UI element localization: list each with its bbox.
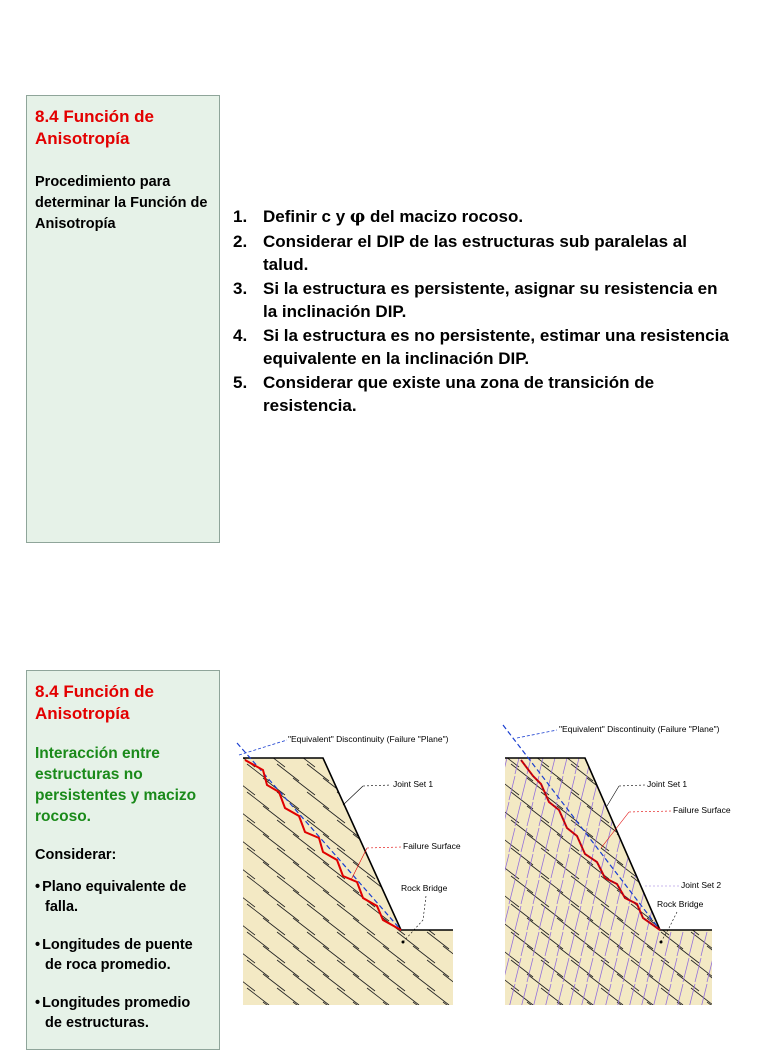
joint-segment: [383, 862, 405, 879]
step-item: [233, 324, 733, 371]
slope-diagram-joint-set-1: [233, 580, 463, 900]
joint-segment: [491, 854, 497, 878]
joint-segment: [635, 750, 641, 774]
joint-segment: [683, 854, 689, 878]
step-item: [233, 371, 733, 418]
joint-set-1-label: Joint Set 1: [647, 779, 688, 789]
sidebar-panel: [26, 95, 220, 543]
joint-segment: [383, 834, 405, 851]
slide-interaction: [0, 580, 768, 1031]
joint-segment: [457, 988, 479, 1005]
step-item: [233, 277, 733, 324]
joint-segment: [647, 834, 669, 851]
joint-segment: [457, 904, 479, 921]
leader-line: [363, 785, 391, 786]
joint-segment: [443, 778, 465, 795]
joint-segment: [367, 792, 389, 809]
slope-diagram-joint-sets-1-2: [497, 580, 742, 909]
joint-segment: [701, 776, 707, 800]
joint-segment: [701, 828, 707, 852]
joint-segment: [707, 890, 729, 907]
joint-segment: [641, 828, 647, 852]
joint-segment: [647, 862, 669, 879]
bullet-item: • Plano equivalente de falla.: [35, 877, 211, 917]
joint-segment: [695, 750, 701, 774]
joint-segment: [383, 750, 405, 767]
joint-segment: [631, 820, 653, 837]
step-text: Definir c y φ del macizo rocoso.: [263, 207, 524, 227]
leader-line: [607, 786, 619, 806]
joint-segment: [397, 904, 419, 921]
joint-segment: [491, 958, 497, 982]
joint-segment: [397, 820, 419, 837]
rock-mass: [243, 758, 453, 1005]
joint-segment: [707, 750, 713, 774]
step-number: 1.: [233, 207, 248, 226]
joint-segment: [491, 802, 497, 826]
joint-segment: [707, 854, 713, 878]
leader-line: [343, 786, 363, 805]
joint-segment: [443, 862, 465, 879]
joint-segment: [457, 764, 479, 781]
joint-segment: [457, 932, 479, 949]
failure-surface-label: Failure Surface: [673, 805, 731, 815]
section-subtitle: Interacción entre estructuras no persistentes y macizo rocoso.: [35, 745, 197, 825]
joint-segment: [367, 820, 389, 837]
joint-segment: [367, 764, 389, 781]
joint-segment: [707, 834, 729, 851]
bullet-item: • Longitudes de puente de roca promedio.: [35, 935, 211, 975]
joint-segment: [497, 932, 503, 956]
joint-segment: [661, 820, 683, 837]
step-text: Si la estructura es persistente, asignar su resistencia en la inclinación DIP.: [263, 278, 718, 321]
joint-segment: [629, 828, 635, 852]
leader-line: [239, 740, 287, 755]
joint-segment: [617, 778, 639, 795]
section-title: 8.4 Función de Anisotropía: [35, 682, 155, 723]
joint-segment: [683, 750, 689, 774]
section-title: 8.4 Función de Anisotropía: [35, 107, 155, 148]
joint-segment: [497, 828, 503, 852]
joint-segment: [707, 1002, 729, 1019]
joint-segment: [677, 862, 699, 879]
joint-segment: [497, 776, 503, 800]
step-number: 4.: [233, 325, 248, 345]
joint-segment: [683, 906, 689, 930]
rock-bridge-marker: [402, 941, 405, 944]
leader-line: [629, 811, 671, 812]
joint-segment: [457, 820, 479, 837]
bullet-item: • Longitudes promedio de estructuras.: [35, 993, 211, 1033]
joint-segment: [677, 750, 699, 767]
leader-line: [619, 785, 645, 786]
joint-segment: [677, 828, 683, 852]
joint-segment: [611, 802, 617, 826]
joint-segment: [623, 802, 629, 826]
joint-segment: [397, 792, 419, 809]
consider-label: Considerar:: [35, 847, 117, 863]
joint-segment: [695, 854, 701, 878]
joint-segment: [443, 806, 465, 823]
joint-segment: [383, 806, 405, 823]
step-number: 5.: [233, 372, 248, 392]
joint-segment: [677, 834, 699, 851]
joint-segment: [689, 828, 695, 852]
joint-segment: [659, 750, 665, 774]
joint-segment: [491, 906, 497, 930]
joint-segment: [443, 750, 465, 767]
rock-bridge-label: Rock Bridge: [657, 899, 704, 909]
joint-segment: [601, 764, 623, 781]
joint-segment: [671, 906, 677, 930]
step-text: Considerar el DIP de las estructuras sub paralelas al talud.: [263, 231, 687, 274]
joint-segment: [653, 828, 659, 852]
joint-segment: [647, 802, 653, 826]
step-number: 3.: [233, 278, 248, 298]
joint-segment: [661, 848, 683, 865]
joint-segment: [671, 854, 677, 878]
joint-segment: [413, 750, 435, 767]
joint-segment: [413, 862, 435, 879]
step-text: Si la estructura es no persistente, estimar una resistencia equivalente en la inclinación DIP.: [263, 325, 729, 368]
step-item: [233, 230, 733, 277]
joint-segment: [635, 802, 641, 826]
joint-set-1-label: Joint Set 1: [393, 779, 434, 789]
joint-segment: [695, 906, 701, 930]
rock-bridge-label: Rock Bridge: [401, 883, 448, 893]
joint-segment: [665, 828, 671, 852]
joint-segment: [647, 750, 669, 767]
joint-segment: [631, 792, 653, 809]
joint-segment: [413, 806, 435, 823]
joint-segment: [707, 778, 729, 795]
equivalent-label: "Equivalent" Discontinuity (Failure "Plane"): [559, 724, 720, 734]
joint-segment: [659, 906, 665, 930]
joint-segment: [491, 750, 497, 774]
joint-segment: [497, 880, 503, 904]
joint-segment: [647, 750, 653, 774]
joint-segment: [605, 776, 611, 800]
joint-segment: [427, 792, 449, 809]
joint-segment: [647, 854, 653, 878]
joint-segment: [623, 750, 629, 774]
failure-surface-label: Failure Surface: [403, 841, 461, 851]
section-subtitle: Procedimiento para determinar la Función de Anisotropía: [35, 174, 208, 232]
joint-segment: [457, 792, 479, 809]
joint-segment: [587, 750, 609, 767]
joint-segment: [659, 802, 665, 826]
joint-segment: [707, 906, 713, 930]
joint-segment: [617, 806, 639, 823]
joint-segment: [629, 776, 635, 800]
joint-segment: [659, 854, 665, 878]
joint-segment: [707, 750, 729, 767]
joint-segment: [497, 984, 503, 1008]
equivalent-label: "Equivalent" Discontinuity (Failure "Plane"): [288, 734, 449, 744]
joint-segment: [707, 862, 729, 879]
joint-segment: [689, 776, 695, 800]
joint-segment: [691, 820, 713, 837]
sidebar-panel: [26, 670, 220, 1050]
step-text: Considerar que existe una zona de transición de resistencia.: [263, 372, 655, 415]
joint-segment: [427, 820, 449, 837]
joint-segment: [661, 876, 683, 893]
joint-segment: [671, 750, 677, 774]
joint-segment: [443, 1002, 465, 1019]
joint-segment: [691, 764, 713, 781]
rock-bridge-marker: [660, 941, 663, 944]
joint-segment: [337, 764, 359, 781]
joint-segment: [457, 876, 479, 893]
step-item: [233, 205, 733, 230]
joint-segment: [691, 848, 713, 865]
joint-segment: [353, 750, 375, 767]
leader-line: [367, 847, 401, 848]
joint-segment: [599, 750, 605, 774]
joint-segment: [647, 806, 669, 823]
joint-set-2-label: Joint Set 2: [681, 880, 722, 890]
procedure-steps-list: [233, 205, 733, 418]
joint-segment: [631, 848, 653, 865]
phi-symbol: φ: [349, 207, 366, 227]
joint-segment: [353, 806, 375, 823]
joint-segment: [457, 960, 479, 977]
step-number: 2.: [233, 231, 248, 251]
consider-list: [35, 877, 211, 1033]
joint-segment: [427, 904, 449, 921]
joint-segment: [617, 750, 639, 767]
leader-line: [517, 730, 557, 738]
joint-segment: [611, 750, 617, 774]
